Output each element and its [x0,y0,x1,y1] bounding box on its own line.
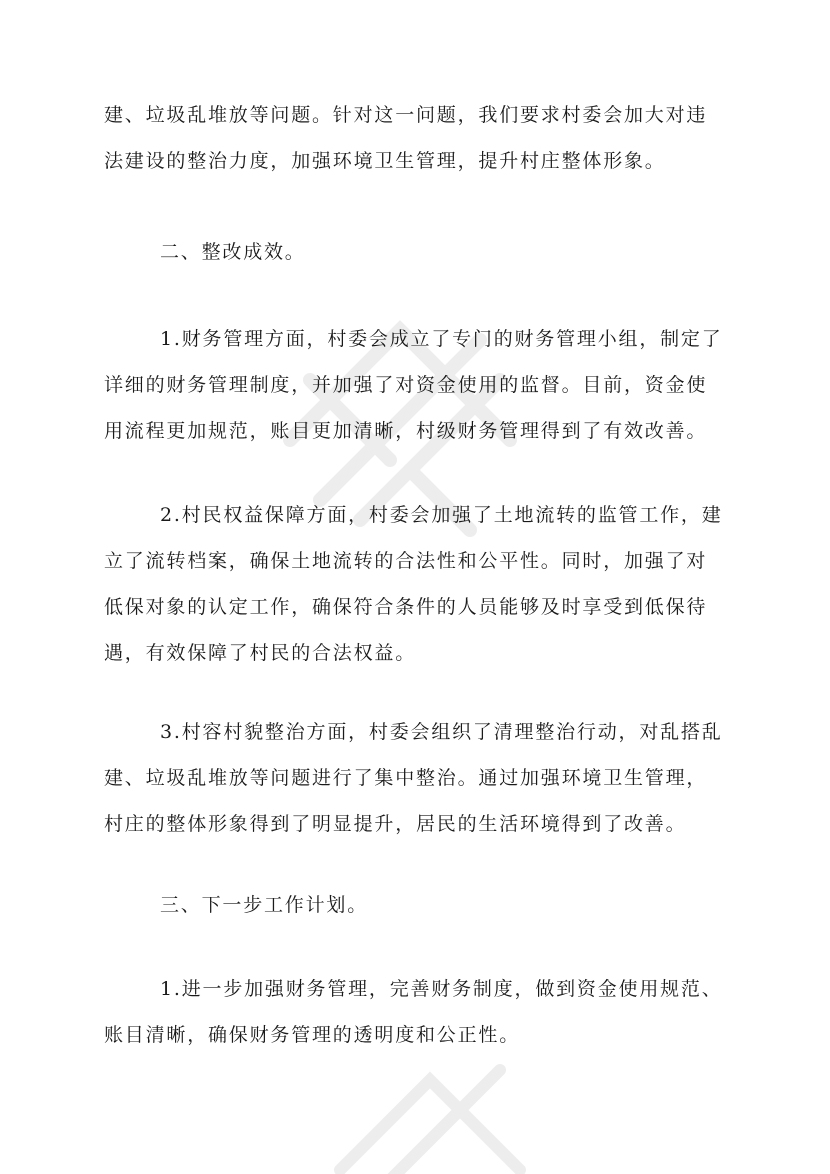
text-line: 法建设的整治力度，加强环境卫生管理，提升村庄整体形象。 [104,150,666,172]
text-line: 详细的财务管理制度，并加强了对资金使用的监督。目前，资金使 [104,374,708,396]
text-line: 2.村民权益保障方面，村委会加强了土地流转的监管工作，建 [160,504,723,526]
text-line: 立了流转档案，确保土地流转的合法性和公平性。同时，加强了对 [104,550,708,572]
text-line: 遇，有效保障了村民的合法权益。 [104,642,417,664]
intro-paragraph [104,92,724,184]
text-line: 用流程更加规范，账目更加清晰，村级财务管理得到了有效改善。 [104,420,708,442]
text-line: 村庄的整体形象得到了明显提升，居民的生活环境得到了改善。 [104,813,687,835]
section-heading-results: 二、整改成效。 [160,241,306,263]
text-line: 3.村容村貌整治方面，村委会组织了清理整治行动，对乱搭乱 [160,721,723,743]
text-line: 1.财务管理方面，村委会成立了专门的财务管理小组，制定了 [160,328,723,350]
text-line: 1.进一步加强财务管理，完善财务制度，做到资金使用规范、 [160,978,723,1000]
text-line: 账目清晰，确保财务管理的透明度和公正性。 [104,1024,521,1046]
text-line: 建、垃圾乱堆放等问题。针对这一问题，我们要求村委会加大对违 [104,104,708,126]
watermark-graphic-lower [320,1040,580,1174]
paragraph-village-appearance [104,709,724,847]
text-line: 建、垃圾乱堆放等问题进行了集中整治。通过加强环境卫生管理， [104,767,708,789]
section-heading-next-steps: 三、下一步工作计划。 [160,894,369,916]
paragraph-finance-management [104,316,724,454]
paragraph-next-finance [104,966,724,1058]
paragraph-villager-rights [104,492,724,676]
text-line: 低保对象的认定工作，确保符合条件的人员能够及时享受到低保待 [104,596,708,618]
